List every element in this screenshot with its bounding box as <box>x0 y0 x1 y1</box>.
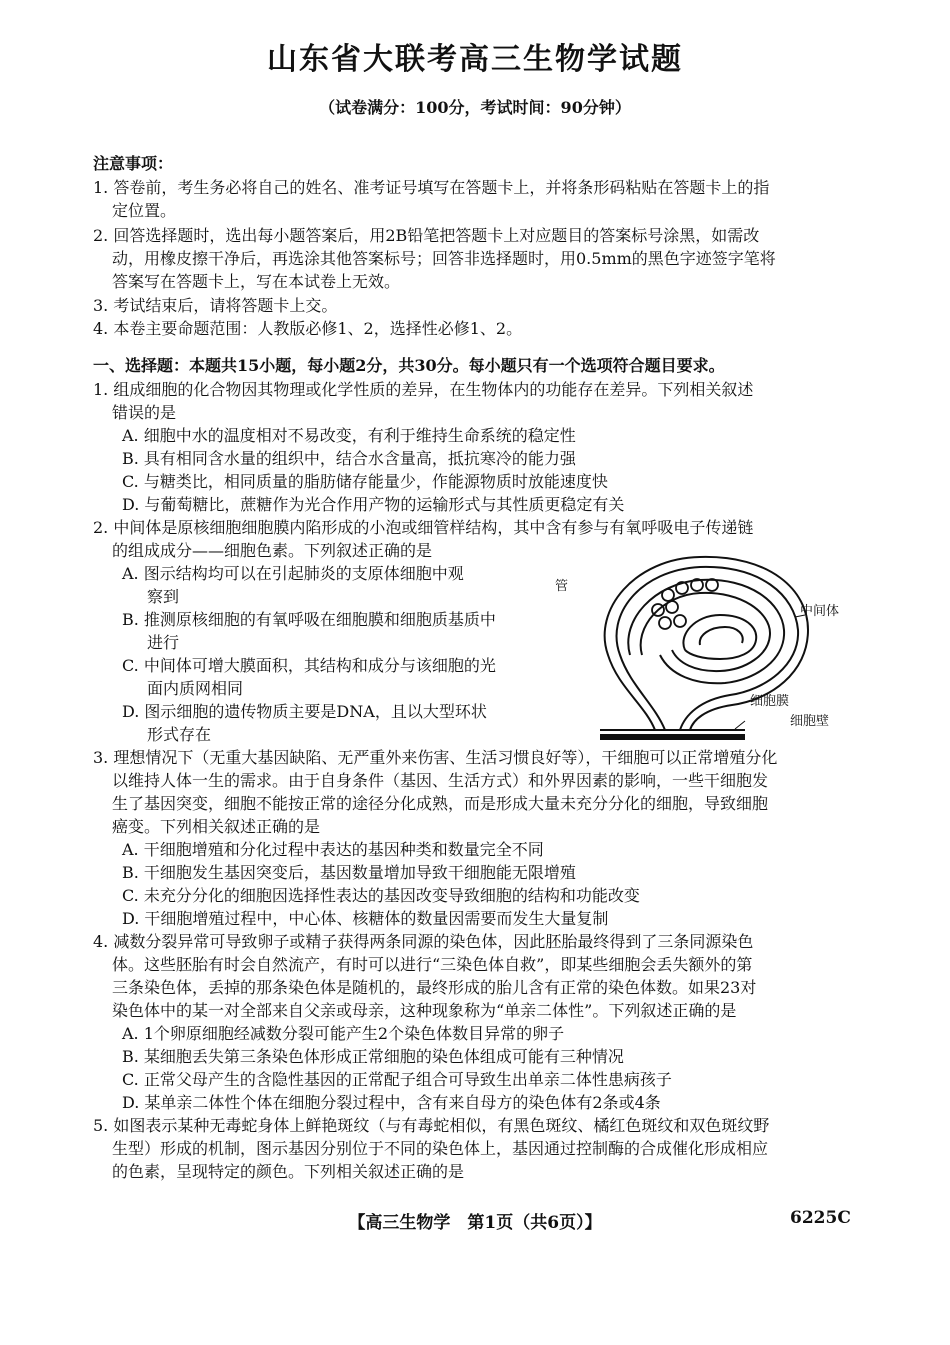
option: D. 某单亲二体性个体在细胞分裂过程中，含有来自母方的染色体有2条或4条 <box>122 1093 661 1112</box>
option: A. 1个卵原细胞经减数分裂可能产生2个染色体数目异常的卵子 <box>122 1024 565 1043</box>
notice-line: 定位置。 <box>112 201 177 220</box>
question-stem: 错误的是 <box>112 403 177 422</box>
paper-code: 6225C <box>790 1208 851 1228</box>
option: A. 图示结构均可以在引起肺炎的支原体细胞中观 <box>122 564 464 583</box>
question-stem: 4. 减数分裂异常可导致卵子或精子获得两条同源的染色体，因此胚胎最终得到了三条同源染色 <box>93 932 754 951</box>
notice-line: 3. 考试结束后，请将答题卡上交。 <box>93 296 338 315</box>
page-subtitle: （试卷满分：100分，考试时间：90分钟） <box>319 98 631 117</box>
question-stem: 以维持人体一生的需求。由于自身条件（基因、生活方式）和外界因素的影响，一些干细胞发 <box>112 771 769 790</box>
option: 形式存在 <box>147 725 212 744</box>
option: C. 中间体可增大膜面积，其结构和成分与该细胞的光 <box>122 656 496 675</box>
option: 面内质网相同 <box>147 679 244 698</box>
option: D. 与葡萄糖比，蔗糖作为光合作用产物的运输形式与其性质更稳定有关 <box>122 495 625 514</box>
notice-heading: 注意事项： <box>93 154 174 173</box>
question-stem: 癌变。下列相关叙述正确的是 <box>112 817 321 836</box>
notice-line: 1. 答卷前，考生务必将自己的姓名、准考证号填写在答题卡上，并将条形码粘贴在答题卡上的指 <box>93 178 770 197</box>
notice-line: 动，用橡皮擦干净后，再选涂其他答案标号；回答非选择题时，用0.5mm的黑色字迹签字笔将 <box>112 249 776 268</box>
figure-label-tube: 管 <box>555 579 569 594</box>
question-stem: 生型）形成的机制，图示基因分别位于不同的染色体上，基因通过控制酶的合成催化形成相应 <box>112 1139 769 1158</box>
question-stem: 1. 组成细胞的化合物因其物理或化学性质的差异，在生物体内的功能存在差异。下列相关叙述 <box>93 380 754 399</box>
question-stem: 2. 中间体是原核细胞细胞膜内陷形成的小泡或细管样结构，其中含有参与有氧呼吸电子传递链 <box>93 518 754 537</box>
option: C. 正常父母产生的含隐性基因的正常配子组合可导致生出单亲二体性患病孩子 <box>122 1070 672 1089</box>
figure-label-wall: 细胞壁 <box>790 714 830 729</box>
question-stem: 的组成成分——细胞色素。下列叙述正确的是 <box>112 541 433 560</box>
option: B. 某细胞丢失第三条染色体形成正常细胞的染色体组成可能有三种情况 <box>122 1047 624 1066</box>
option: B. 推测原核细胞的有氧呼吸在细胞膜和细胞质基质中 <box>122 610 496 629</box>
option: B. 干细胞发生基因突变后，基因数量增加导致干细胞能无限增殖 <box>122 863 576 882</box>
question-stem: 3. 理想情况下（无重大基因缺陷、无严重外来伤害、生活习惯良好等），干细胞可以正常增殖分化 <box>93 748 778 767</box>
option: C. 未充分分化的细胞因选择性表达的基因改变导致细胞的结构和功能改变 <box>122 886 640 905</box>
question-stem: 体。这些胚胎有时会自然流产，有时可以进行“三染色体自救”，即某些细胞会丢失额外的第 <box>112 955 753 974</box>
option: C. 与糖类比，相同质量的脂肪储存能量少，作能源物质时放能速度快 <box>122 472 608 491</box>
question-stem: 的色素，呈现特定的颜色。下列相关叙述正确的是 <box>112 1162 465 1181</box>
option: D. 图示细胞的遗传物质主要是DNA，且以大型环状 <box>122 702 487 721</box>
option: D. 干细胞增殖过程中，中心体、核糖体的数量因需要而发生大量复制 <box>122 909 609 928</box>
notice-line: 2. 回答选择题时，选出每小题答案后，用2B铅笔把答题卡上对应题目的答案标号涂黑，如需改 <box>93 226 760 245</box>
page-title: 山东省大联考高三生物学试题 <box>267 42 683 77</box>
page-footer: 【高三生物学 第1页（共6页）】 <box>348 1213 602 1233</box>
option: 进行 <box>147 633 180 652</box>
notice-line: 答案写在答题卡上，写在本试卷上无效。 <box>112 272 401 291</box>
section-heading: 一、选择题：本题共15小题，每小题2分，共30分。每小题只有一个选项符合题目要求。 <box>93 356 725 375</box>
question-stem: 三条染色体，丢掉的那条染色体是随机的，最终形成的胎儿含有正常的染色体数。如果23对 <box>112 978 757 997</box>
question-stem: 5. 如图表示某种无毒蛇身体上鲜艳斑纹（与有毒蛇相似，有黑色斑纹、橘红色斑纹和双色斑纹野 <box>93 1116 770 1135</box>
option: A. 干细胞增殖和分化过程中表达的基因种类和数量完全不同 <box>122 840 544 859</box>
question-stem: 染色体中的某一对全部来自父亲或母亲，这种现象称为“单亲二体性”。下列叙述正确的是 <box>112 1001 737 1020</box>
option: 察到 <box>147 587 180 606</box>
question-stem: 生了基因突变，细胞不能按正常的途径分化成熟，而是形成大量未充分分化的细胞，导致细胞 <box>112 794 769 813</box>
option: B. 具有相同含水量的组织中，结合水含量高，抵抗寒冷的能力强 <box>122 449 576 468</box>
option: A. 细胞中水的温度相对不易改变，有利于维持生命系统的稳定性 <box>122 426 576 445</box>
figure-label-mesosome: 中间体 <box>800 604 840 619</box>
notice-line: 4. 本卷主要命题范围：人教版必修1、2，选择性必修1、2。 <box>93 319 523 338</box>
figure-label-membrane: 细胞膜 <box>750 694 790 709</box>
